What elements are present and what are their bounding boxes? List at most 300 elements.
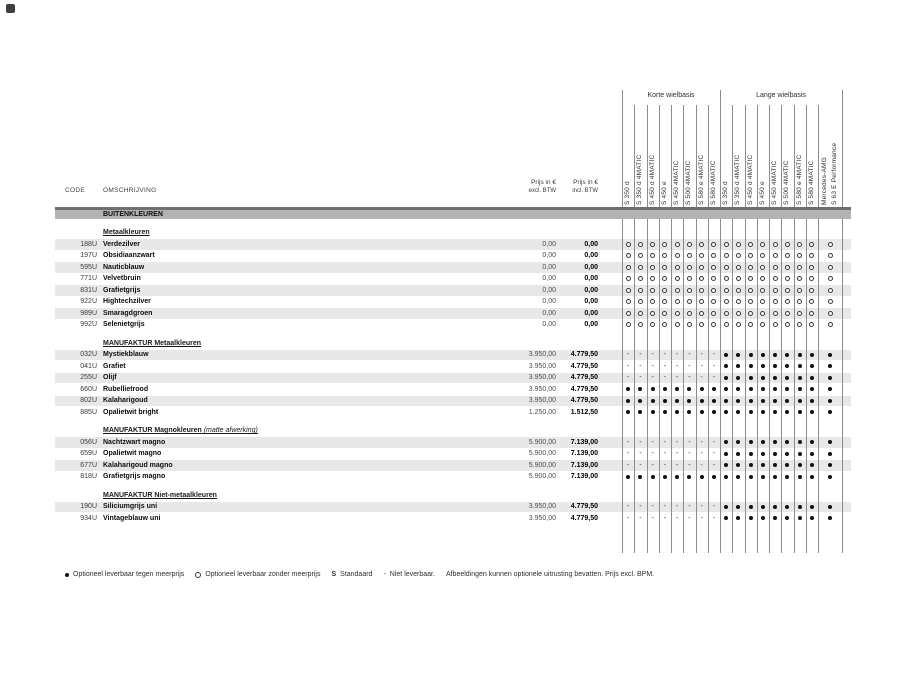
- availability-marker-cell: [794, 437, 806, 449]
- price-excl-btw-value: 0,00: [542, 275, 556, 282]
- availability-marker-cell: [622, 319, 634, 331]
- optional-no-charge-marker: [699, 253, 704, 258]
- availability-marker-cell: [824, 460, 836, 472]
- color-section: [0, 490, 906, 525]
- price-incl-btw-value: 0,00: [584, 321, 598, 328]
- availability-marker-cell: [622, 460, 634, 472]
- optional-no-charge-marker: [650, 288, 655, 293]
- availability-marker-cell: [757, 239, 769, 251]
- availability-marker-cell: [622, 296, 634, 308]
- availability-marker-cell: [622, 513, 634, 525]
- optional-surcharge-marker: [798, 387, 802, 391]
- optional-no-charge-marker: [711, 322, 716, 327]
- availability-marker-cell: [824, 407, 836, 419]
- optional-no-charge-marker: [828, 311, 833, 316]
- not-available-marker: -: [663, 374, 667, 382]
- optional-no-charge-marker: [773, 311, 778, 316]
- not-available-marker: -: [675, 351, 679, 359]
- not-available-marker: -: [700, 351, 703, 359]
- optional-surcharge-marker: [761, 463, 765, 467]
- model-column-label: S 450 4MATIC: [771, 160, 779, 205]
- optional-no-charge-marker: [662, 242, 667, 247]
- not-available-marker: -: [663, 450, 667, 458]
- price-excl-line2: excl. BTW: [528, 188, 556, 194]
- availability-marker-cell: [708, 319, 720, 331]
- optional-surcharge-marker: [749, 463, 753, 467]
- not-available-marker: -: [651, 362, 654, 370]
- not-available-marker: -: [651, 514, 654, 522]
- optional-surcharge-marker: [810, 475, 814, 479]
- row-color-name: Rubellietrood: [103, 385, 149, 393]
- optional-no-charge-marker: [650, 265, 655, 270]
- not-available-marker: -: [712, 450, 716, 458]
- availability-marker-cell: [671, 384, 683, 396]
- optional-surcharge-marker: [773, 364, 777, 368]
- section-title: MANUFAKTUR Metaalkleuren: [103, 339, 202, 347]
- optional-surcharge-marker: [651, 410, 655, 414]
- table-row: [0, 437, 906, 449]
- availability-marker-cell: [745, 285, 757, 297]
- not-available-marker: -: [663, 461, 667, 469]
- row-color-name: Obsidiaanzwart: [103, 252, 155, 259]
- legend-items: [65, 571, 446, 578]
- optional-surcharge-marker: [773, 516, 777, 520]
- availability-marker-cell: [634, 407, 646, 419]
- row-code: 934U: [80, 514, 97, 522]
- availability-marker-cell: [781, 296, 793, 308]
- optional-no-charge-marker: [736, 253, 741, 258]
- optional-no-charge-marker: [748, 253, 753, 258]
- availability-marker-cell: [683, 501, 695, 513]
- availability-marker-cell: [622, 448, 634, 460]
- availability-marker-cell: [806, 448, 818, 460]
- availability-marker-cell: [696, 437, 708, 449]
- availability-marker-cell: [781, 361, 793, 373]
- availability-marker-cell: [720, 308, 732, 320]
- legend-item: [331, 571, 372, 578]
- availability-marker-cell: [806, 239, 818, 251]
- optional-no-charge-marker: [828, 265, 833, 270]
- availability-marker-cell: [732, 437, 744, 449]
- price-excl-btw-value: 5.900,00: [528, 461, 556, 469]
- availability-marker-cell: [647, 319, 659, 331]
- table-row: [0, 319, 906, 331]
- optional-no-charge-marker: [724, 288, 729, 293]
- availability-marker-cell: [757, 262, 769, 274]
- availability-marker-cell: [757, 361, 769, 373]
- optional-no-charge-marker: [638, 265, 643, 270]
- availability-marker-cell: [794, 372, 806, 384]
- availability-marker-cell: [659, 349, 671, 361]
- optional-no-charge-marker: [760, 311, 765, 316]
- availability-marker-cell: [647, 296, 659, 308]
- model-column-label: S 580 e 4MATIC: [795, 154, 803, 205]
- section-header: [0, 425, 906, 437]
- availability-marker-cell: [824, 471, 836, 483]
- optional-no-charge-marker: [809, 288, 814, 293]
- availability-marker-cell: [622, 349, 634, 361]
- availability-marker-cell: [794, 384, 806, 396]
- legend-item: [65, 571, 184, 578]
- optional-surcharge-marker: [810, 387, 814, 391]
- availability-marker-cell: [745, 395, 757, 407]
- table-header-area: [0, 0, 906, 227]
- availability-marker-cell: [806, 361, 818, 373]
- availability-marker-cell: [732, 448, 744, 460]
- optional-surcharge-marker: [736, 376, 740, 380]
- optional-surcharge-marker: [749, 399, 753, 403]
- optional-surcharge-marker: [798, 440, 802, 444]
- optional-no-charge-marker: [699, 311, 704, 316]
- optional-no-charge-marker: [797, 253, 802, 258]
- price-excl-btw-value: 3.950,00: [528, 385, 556, 393]
- availability-marker-cell: [671, 349, 683, 361]
- row-code: 992U: [80, 321, 97, 328]
- price-incl-btw-value: 7.139,00: [570, 473, 598, 480]
- not-available-marker: -: [688, 438, 691, 446]
- availability-marker-cell: [769, 407, 781, 419]
- availability-marker-cell: [708, 384, 720, 396]
- availability-marker-cell: [683, 384, 695, 396]
- price-excl-btw-value: 0,00: [542, 298, 556, 305]
- availability-marker-cell: [745, 501, 757, 513]
- optional-surcharge-marker: [773, 376, 777, 380]
- table-row: [0, 273, 906, 285]
- row-color-name: Nauticblauw: [103, 263, 145, 271]
- not-available-marker: -: [663, 514, 667, 522]
- availability-marker-cell: [634, 273, 646, 285]
- optional-no-charge-marker: [711, 276, 716, 281]
- availability-marker-cell: [720, 437, 732, 449]
- availability-marker-cell: [794, 513, 806, 525]
- availability-marker-cell: [671, 513, 683, 525]
- not-available-marker: -: [688, 351, 691, 359]
- availability-marker-cell: [781, 285, 793, 297]
- legend-item-text: Standaard: [340, 571, 373, 578]
- availability-marker-cell: [708, 437, 720, 449]
- availability-marker-cell: [634, 513, 646, 525]
- row-code: 818U: [80, 473, 97, 480]
- availability-marker-cell: [708, 471, 720, 483]
- not-available-marker: -: [626, 450, 630, 458]
- table-row: [0, 372, 906, 384]
- availability-marker-cell: [745, 349, 757, 361]
- availability-marker-cell: [720, 361, 732, 373]
- availability-marker-cell: [622, 395, 634, 407]
- optional-no-charge-marker: [773, 242, 778, 247]
- optional-surcharge-marker: [675, 475, 679, 479]
- row-code: 802U: [80, 397, 97, 404]
- availability-marker-cell: [708, 448, 720, 460]
- not-available-marker: -: [626, 351, 630, 359]
- availability-marker-cell: [781, 384, 793, 396]
- optional-surcharge-marker: [626, 399, 630, 403]
- table-row: [0, 308, 906, 320]
- not-available-marker: -: [688, 362, 691, 370]
- availability-marker-cell: [683, 407, 695, 419]
- optional-surcharge-marker: [749, 505, 753, 509]
- availability-marker-cell: [683, 460, 695, 472]
- not-available-marker: -: [700, 362, 703, 370]
- optional-surcharge-marker: [675, 399, 679, 403]
- color-section: [0, 338, 906, 419]
- optional-no-charge-marker: [736, 242, 741, 247]
- row-code: 056U: [80, 438, 97, 446]
- optional-surcharge-marker: [761, 440, 765, 444]
- optional-surcharge-marker: [798, 353, 802, 357]
- availability-marker-cell: [781, 239, 793, 251]
- availability-marker-cell: [781, 349, 793, 361]
- availability-marker-cell: [794, 349, 806, 361]
- optional-no-charge-marker: [773, 276, 778, 281]
- optional-no-charge-marker: [828, 253, 833, 258]
- availability-marker-cell: [683, 250, 695, 262]
- filled-dot-icon: [65, 573, 69, 577]
- availability-marker-cell: [769, 372, 781, 384]
- optional-surcharge-marker: [828, 376, 832, 380]
- optional-surcharge-marker: [736, 410, 740, 414]
- not-available-marker: -: [639, 362, 642, 370]
- price-excl-btw-value: 3.950,00: [528, 503, 556, 510]
- optional-no-charge-marker: [662, 299, 667, 304]
- availability-marker-cell: [720, 395, 732, 407]
- availability-marker-cell: [824, 285, 836, 297]
- availability-marker-cell: [671, 361, 683, 373]
- availability-marker-cell: [622, 250, 634, 262]
- optional-no-charge-marker: [724, 299, 729, 304]
- description-column-header: OMSCHRIJVING: [103, 187, 157, 194]
- availability-marker-cell: [732, 407, 744, 419]
- availability-marker-cell: [671, 308, 683, 320]
- availability-marker-cell: [769, 262, 781, 274]
- optional-surcharge-marker: [761, 516, 765, 520]
- availability-marker-cell: [622, 273, 634, 285]
- optional-no-charge-marker: [736, 311, 741, 316]
- availability-marker-cell: [720, 471, 732, 483]
- availability-marker-cell: [683, 273, 695, 285]
- not-available-marker: -: [712, 351, 716, 359]
- optional-surcharge-marker: [724, 475, 728, 479]
- optional-no-charge-marker: [773, 253, 778, 258]
- availability-marker-cell: [622, 501, 634, 513]
- table-row: [0, 361, 906, 373]
- availability-marker-cell: [732, 513, 744, 525]
- availability-marker-cell: [806, 296, 818, 308]
- availability-marker-cell: [806, 460, 818, 472]
- not-available-marker: -: [700, 461, 703, 469]
- optional-no-charge-marker: [638, 322, 643, 327]
- optional-no-charge-marker: [828, 242, 833, 247]
- availability-marker-cell: [683, 513, 695, 525]
- optional-surcharge-marker: [687, 475, 691, 479]
- optional-no-charge-marker: [797, 299, 802, 304]
- optional-no-charge-marker: [785, 299, 790, 304]
- row-color-name: Kalaharigoud magno: [103, 461, 173, 469]
- not-available-marker: -: [700, 503, 703, 511]
- availability-marker-cell: [671, 437, 683, 449]
- optional-surcharge-marker: [810, 376, 814, 380]
- optional-surcharge-marker: [761, 353, 765, 357]
- price-incl-btw-value: 7.139,00: [570, 450, 598, 457]
- availability-marker-cell: [647, 513, 659, 525]
- availability-marker-cell: [683, 361, 695, 373]
- availability-marker-cell: [806, 308, 818, 320]
- availability-marker-cell: [757, 460, 769, 472]
- price-excl-btw-value: 0,00: [542, 263, 556, 271]
- price-excl-btw-value: 3.950,00: [528, 514, 556, 522]
- availability-marker-cell: [647, 437, 659, 449]
- not-available-marker: -: [712, 438, 716, 446]
- optional-surcharge-marker: [761, 452, 765, 456]
- optional-surcharge-marker: [761, 399, 765, 403]
- not-available-marker: -: [700, 450, 703, 458]
- availability-marker-cell: [634, 384, 646, 396]
- availability-marker-cell: [659, 437, 671, 449]
- optional-surcharge-marker: [626, 475, 630, 479]
- availability-marker-cell: [769, 513, 781, 525]
- row-color-name: Mystiekblauw: [103, 351, 149, 358]
- availability-marker-cell: [794, 448, 806, 460]
- optional-surcharge-marker: [810, 452, 814, 456]
- optional-surcharge-marker: [785, 410, 789, 414]
- availability-marker-cell: [720, 273, 732, 285]
- optional-surcharge-marker: [749, 452, 753, 456]
- availability-marker-cell: [708, 407, 720, 419]
- optional-no-charge-marker: [687, 265, 692, 270]
- row-color-name: Grafietgrijs magno: [103, 473, 166, 480]
- availability-marker-cell: [794, 239, 806, 251]
- availability-marker-cell: [634, 349, 646, 361]
- availability-marker-cell: [683, 239, 695, 251]
- price-excl-btw-value: 0,00: [542, 252, 556, 259]
- row-code: 885U: [80, 408, 97, 416]
- availability-marker-cell: [732, 395, 744, 407]
- optional-surcharge-marker: [736, 475, 740, 479]
- not-available-marker: -: [688, 461, 691, 469]
- price-incl-btw-value: 4.779,50: [570, 362, 598, 370]
- optional-surcharge-marker: [687, 399, 691, 403]
- optional-no-charge-marker: [797, 288, 802, 293]
- optional-surcharge-marker: [749, 364, 753, 368]
- section-header: [0, 490, 906, 502]
- page-corner-mark-icon: [6, 4, 15, 13]
- availability-marker-cell: [757, 501, 769, 513]
- optional-no-charge-marker: [662, 322, 667, 327]
- availability-marker-cell: [634, 296, 646, 308]
- availability-marker-cell: [696, 262, 708, 274]
- row-code: 190U: [80, 503, 97, 510]
- price-excl-btw-value: 1.250,00: [528, 408, 556, 416]
- availability-marker-cell: [794, 395, 806, 407]
- not-available-marker: -: [663, 503, 667, 511]
- availability-marker-cell: [794, 319, 806, 331]
- availability-marker-cell: [659, 448, 671, 460]
- optional-surcharge-marker: [651, 475, 655, 479]
- optional-surcharge-marker: [724, 410, 728, 414]
- model-column-label: S 350 d: [722, 181, 730, 205]
- not-available-marker: -: [651, 351, 654, 359]
- availability-marker-cell: [824, 250, 836, 262]
- optional-no-charge-marker: [626, 322, 631, 327]
- legend: [65, 571, 654, 578]
- optional-no-charge-marker: [675, 265, 680, 270]
- optional-surcharge-marker: [638, 475, 642, 479]
- not-available-marker: -: [712, 362, 716, 370]
- price-excl-line1: Prijs in €: [531, 179, 556, 186]
- availability-marker-cell: [745, 513, 757, 525]
- optional-surcharge-marker: [749, 410, 753, 414]
- row-color-name: Hightechzilver: [103, 298, 151, 305]
- price-excl-btw-value: 3.950,00: [528, 374, 556, 381]
- optional-surcharge-marker: [724, 505, 728, 509]
- availability-marker-cell: [806, 513, 818, 525]
- availability-marker-cell: [659, 460, 671, 472]
- availability-marker-cell: [769, 471, 781, 483]
- price-incl-btw-value: 7.139,00: [570, 438, 598, 446]
- optional-no-charge-marker: [797, 242, 802, 247]
- optional-surcharge-marker: [736, 505, 740, 509]
- not-available-marker: -: [626, 503, 630, 511]
- price-incl-line1: Prijs in €: [573, 179, 598, 186]
- optional-no-charge-marker: [760, 288, 765, 293]
- optional-no-charge-marker: [675, 322, 680, 327]
- optional-no-charge-marker: [785, 288, 790, 293]
- optional-no-charge-marker: [626, 253, 631, 258]
- availability-marker-cell: [634, 285, 646, 297]
- optional-no-charge-marker: [662, 253, 667, 258]
- not-available-marker: -: [712, 374, 716, 382]
- table-row: [0, 501, 906, 513]
- optional-no-charge-marker: [760, 242, 765, 247]
- availability-marker-cell: [824, 319, 836, 331]
- availability-marker-cell: [647, 250, 659, 262]
- availability-marker-cell: [671, 239, 683, 251]
- availability-marker-cell: [757, 448, 769, 460]
- optional-no-charge-marker: [675, 276, 680, 281]
- optional-surcharge-marker: [736, 516, 740, 520]
- section-title-suffix: (matte afwerking): [201, 427, 258, 434]
- optional-no-charge-marker: [626, 276, 631, 281]
- optional-surcharge-marker: [724, 516, 728, 520]
- availability-marker-cell: [824, 296, 836, 308]
- optional-no-charge-marker: [760, 322, 765, 327]
- optional-surcharge-marker: [828, 440, 832, 444]
- optional-no-charge-marker: [760, 253, 765, 258]
- optional-surcharge-marker: [687, 387, 691, 391]
- optional-surcharge-marker: [785, 387, 789, 391]
- optional-surcharge-marker: [773, 452, 777, 456]
- availability-marker-cell: [781, 262, 793, 274]
- availability-marker-cell: [806, 501, 818, 513]
- availability-marker-cell: [757, 513, 769, 525]
- optional-surcharge-marker: [749, 387, 753, 391]
- optional-surcharge-marker: [785, 364, 789, 368]
- availability-marker-cell: [720, 384, 732, 396]
- optional-surcharge-marker: [651, 387, 655, 391]
- availability-marker-cell: [659, 262, 671, 274]
- availability-marker-cell: [659, 407, 671, 419]
- model-column-label: S 450 d 4MATIC: [746, 154, 754, 205]
- optional-no-charge-marker: [785, 265, 790, 270]
- row-code: 659U: [80, 450, 97, 457]
- row-color-name: Nachtzwart magno: [103, 438, 166, 446]
- row-color-name: Opalietwit bright: [103, 408, 159, 416]
- optional-no-charge-marker: [809, 276, 814, 281]
- table-row: [0, 448, 906, 460]
- availability-marker-cell: [757, 319, 769, 331]
- availability-marker-cell: [824, 513, 836, 525]
- availability-marker-cell: [659, 501, 671, 513]
